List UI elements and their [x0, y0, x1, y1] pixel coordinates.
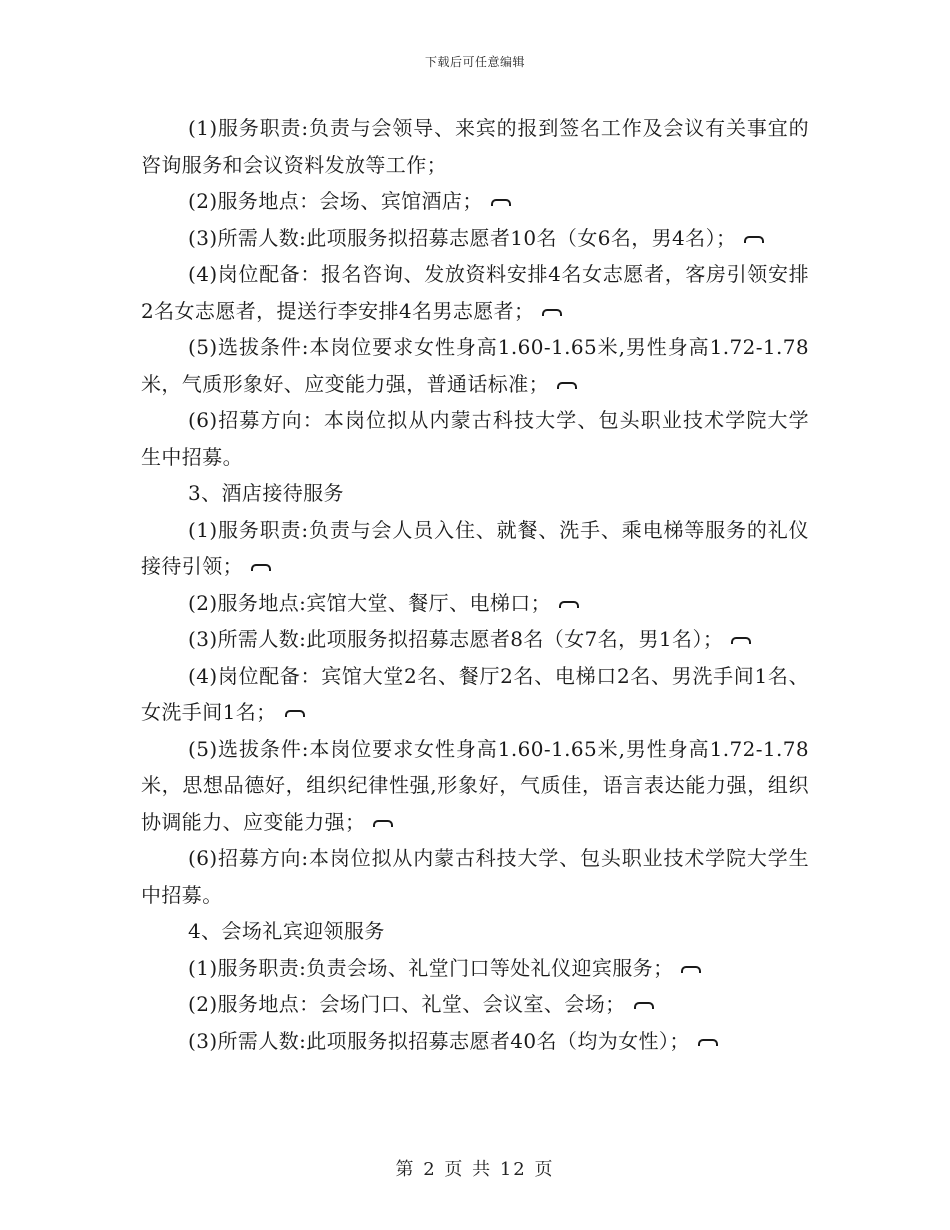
paragraph-text: (2)服务地点：会场门口、礼堂、会议室、会场；	[188, 992, 626, 1016]
paragraph-text: (1)服务职责:负责与会领导、来宾的报到签名工作及会议有关事宜的咨询服务和会议资料发放等工作；	[141, 116, 809, 177]
paragraph-mark-icon	[251, 564, 271, 571]
paragraph-text: 3、酒店接待服务	[188, 481, 344, 505]
paragraph-text: (2)服务地点：会场、宾馆酒店；	[188, 189, 483, 213]
paragraph	[141, 621, 809, 658]
paragraph-mark-icon	[744, 236, 764, 243]
paragraph-mark-icon	[285, 710, 305, 717]
paragraph-text: (3)所需人数:此项服务拟招募志愿者8名（女7名，男1名）；	[188, 627, 724, 651]
paragraph-text: 4、会场礼宾迎领服务	[188, 919, 385, 943]
paragraph-mark-icon	[731, 637, 751, 644]
paragraph-text: (1)服务职责:负责会场、礼堂门口等处礼仪迎宾服务；	[188, 955, 674, 980]
paragraph	[141, 585, 809, 622]
paragraph-mark-icon	[491, 199, 511, 206]
paragraph-mark-icon	[559, 601, 579, 608]
paragraph	[141, 402, 809, 475]
paragraph	[141, 913, 809, 950]
paragraph	[141, 986, 809, 1023]
paragraph-text: (4)岗位配备：报名咨询、发放资料安排4名女志愿者，客房引领安排2名女志愿者，提送行李安排4名男志愿者；	[141, 262, 809, 323]
paragraph	[141, 110, 809, 183]
paragraph-text: (3)所需人数:此项服务拟招募志愿者10名（女6名，男4名）；	[188, 225, 737, 250]
paragraph	[141, 658, 809, 731]
paragraph-text: (6)招募方向：本岗位拟从内蒙古科技大学、包头职业技术学院大学生中招募。	[141, 408, 809, 469]
paragraph-mark-icon	[634, 1002, 654, 1009]
paragraph	[141, 1023, 809, 1060]
paragraph-mark-icon	[681, 966, 701, 973]
paragraph-text: (1)服务职责:负责与会人员入住、就餐、洗手、乘电梯等服务的礼仪接待引领；	[141, 517, 809, 578]
paragraph-mark-icon	[698, 1039, 718, 1046]
paragraph	[141, 840, 809, 913]
paragraph-text: (3)所需人数:此项服务拟招募志愿者40名（均为女性）；	[188, 1028, 690, 1053]
paragraph	[141, 731, 809, 841]
paragraph	[141, 220, 809, 257]
paragraph-text: (5)选拔条件:本岗位要求女性身高1.60-1.65米,男性身高1.72-1.78米，思想品德好，组织纪律性强,形象好，气质佳，语言表达能力强，组织协调能力、应变能力强；	[141, 736, 809, 834]
paragraph	[141, 256, 809, 329]
paragraph	[141, 512, 809, 585]
paragraph	[141, 183, 809, 220]
paragraph-mark-icon	[557, 382, 577, 389]
paragraph-text: (2)服务地点:宾馆大堂、餐厅、电梯口；	[188, 590, 552, 615]
paragraph-text: (5)选拔条件:本岗位要求女性身高1.60-1.65米,男性身高1.72-1.78米，气质形象好、应变能力强，普通话标准；	[141, 335, 809, 396]
paragraph-text: (4)岗位配备：宾馆大堂2名、餐厅2名、电梯口2名、男洗手间1名、女洗手间1名；	[141, 663, 809, 724]
page-header: 下载后可任意编辑	[424, 55, 525, 69]
page-footer: 第 2 页 共 12 页	[395, 1159, 555, 1180]
paragraph	[141, 329, 809, 402]
document-body	[141, 110, 809, 1059]
paragraph-mark-icon	[373, 820, 393, 827]
paragraph-text: (6)招募方向:本岗位拟从内蒙古科技大学、包头职业技术学院大学生中招募。	[141, 846, 809, 907]
paragraph-mark-icon	[542, 309, 562, 316]
paragraph	[141, 475, 809, 512]
paragraph	[141, 950, 809, 987]
